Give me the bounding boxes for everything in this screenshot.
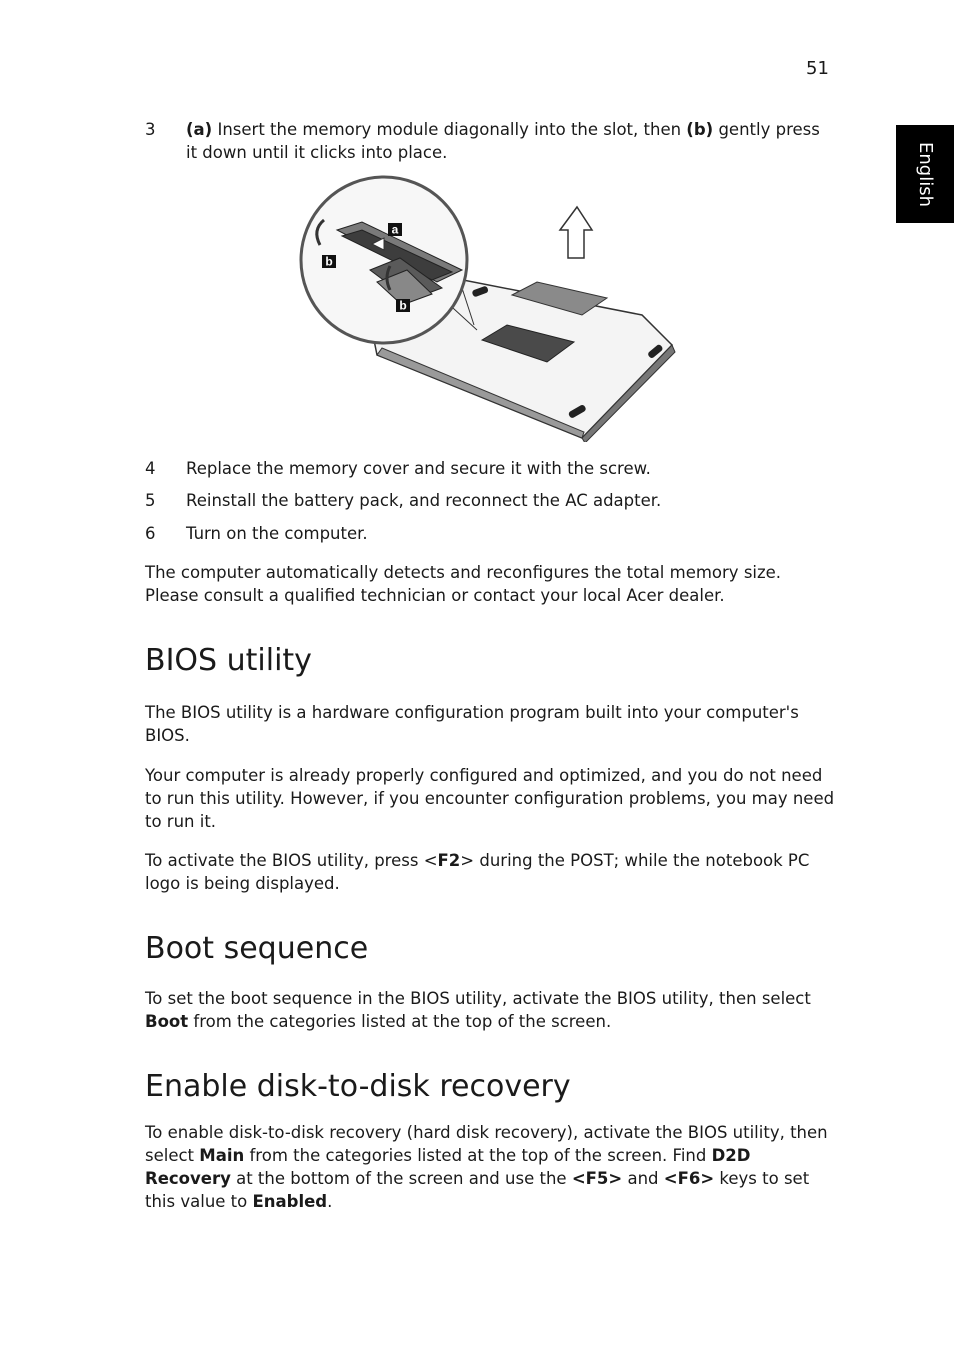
step-text: Reinstall the battery pack, and reconnect the AC adapter. [186, 491, 662, 510]
step-number: 4 [145, 459, 156, 478]
text-run: To enable disk-to-disk recovery (hard disk recovery), activate the BIOS utility, then select [145, 1123, 828, 1165]
label-b: (b) [686, 120, 714, 139]
section-title-d2d: Enable disk-to-disk recovery [145, 1069, 571, 1104]
d2d-paragraph [145, 1121, 835, 1213]
key-f5: <F5> [571, 1169, 623, 1188]
text-run: To activate the BIOS utility, press < [145, 851, 438, 870]
key-f6: <F6> [663, 1169, 715, 1188]
value-enabled: Enabled [252, 1192, 328, 1211]
boot-paragraph [145, 987, 835, 1033]
section-title-boot: Boot sequence [145, 931, 369, 966]
text-run: . [327, 1192, 333, 1211]
memory-install-illustration [292, 170, 684, 442]
step-number: 5 [145, 491, 156, 510]
menu-main: Main [199, 1146, 245, 1165]
option-d2d-recovery: D2D Recovery [145, 1146, 751, 1188]
callout-a: a [391, 222, 399, 237]
step-text: Turn on the computer. [186, 524, 368, 543]
step-number: 3 [145, 120, 156, 139]
text-run: keys to set this value to [145, 1169, 810, 1211]
text-run: from the categories listed at the top of the screen. [188, 1012, 612, 1031]
text-run: To set the boot sequence in the BIOS utility, activate the BIOS utility, then select [145, 989, 811, 1008]
bios-paragraph-3 [145, 849, 835, 895]
step-5 [145, 489, 835, 512]
step-6 [145, 522, 835, 545]
step-text-part: gently press it down until it clicks into place. [186, 120, 820, 162]
key-f2: F2 [437, 851, 461, 870]
section-title-bios: BIOS utility [145, 643, 312, 678]
bios-paragraph-2: Your computer is already properly configured and optimized, and you do not need to run this utility. However, if you encounter configuration problems, you may need to run it. [145, 766, 835, 831]
step-4 [145, 457, 835, 480]
text-run: > during the POST; while the notebook PC logo is being displayed. [145, 851, 810, 893]
language-tab [896, 125, 954, 223]
menu-boot: Boot [145, 1012, 189, 1031]
callout-b: b [325, 254, 333, 269]
language-tab-label: English [914, 141, 936, 207]
bios-paragraph-1: The BIOS utility is a hardware configuration program built into your computer's BIOS. [145, 703, 799, 745]
memory-paragraph: The computer automatically detects and reconfigures the total memory size. Please consult a qualified technician or contact your local Acer dealer. [145, 563, 782, 605]
page-number: 51 [806, 58, 829, 79]
text-run: at the bottom of the screen and use the [230, 1169, 572, 1188]
step-3 [145, 118, 835, 164]
callout-b: b [399, 298, 407, 313]
text-run: and [622, 1169, 664, 1188]
step-number: 6 [145, 524, 156, 543]
label-a: (a) [186, 120, 213, 139]
text-run: from the categories listed at the top of the screen. Find [244, 1146, 712, 1165]
step-text-part: Insert the memory module diagonally into the slot, then [212, 120, 687, 139]
step-text: Replace the memory cover and secure it with the screw. [186, 459, 651, 478]
step-text [186, 118, 831, 164]
